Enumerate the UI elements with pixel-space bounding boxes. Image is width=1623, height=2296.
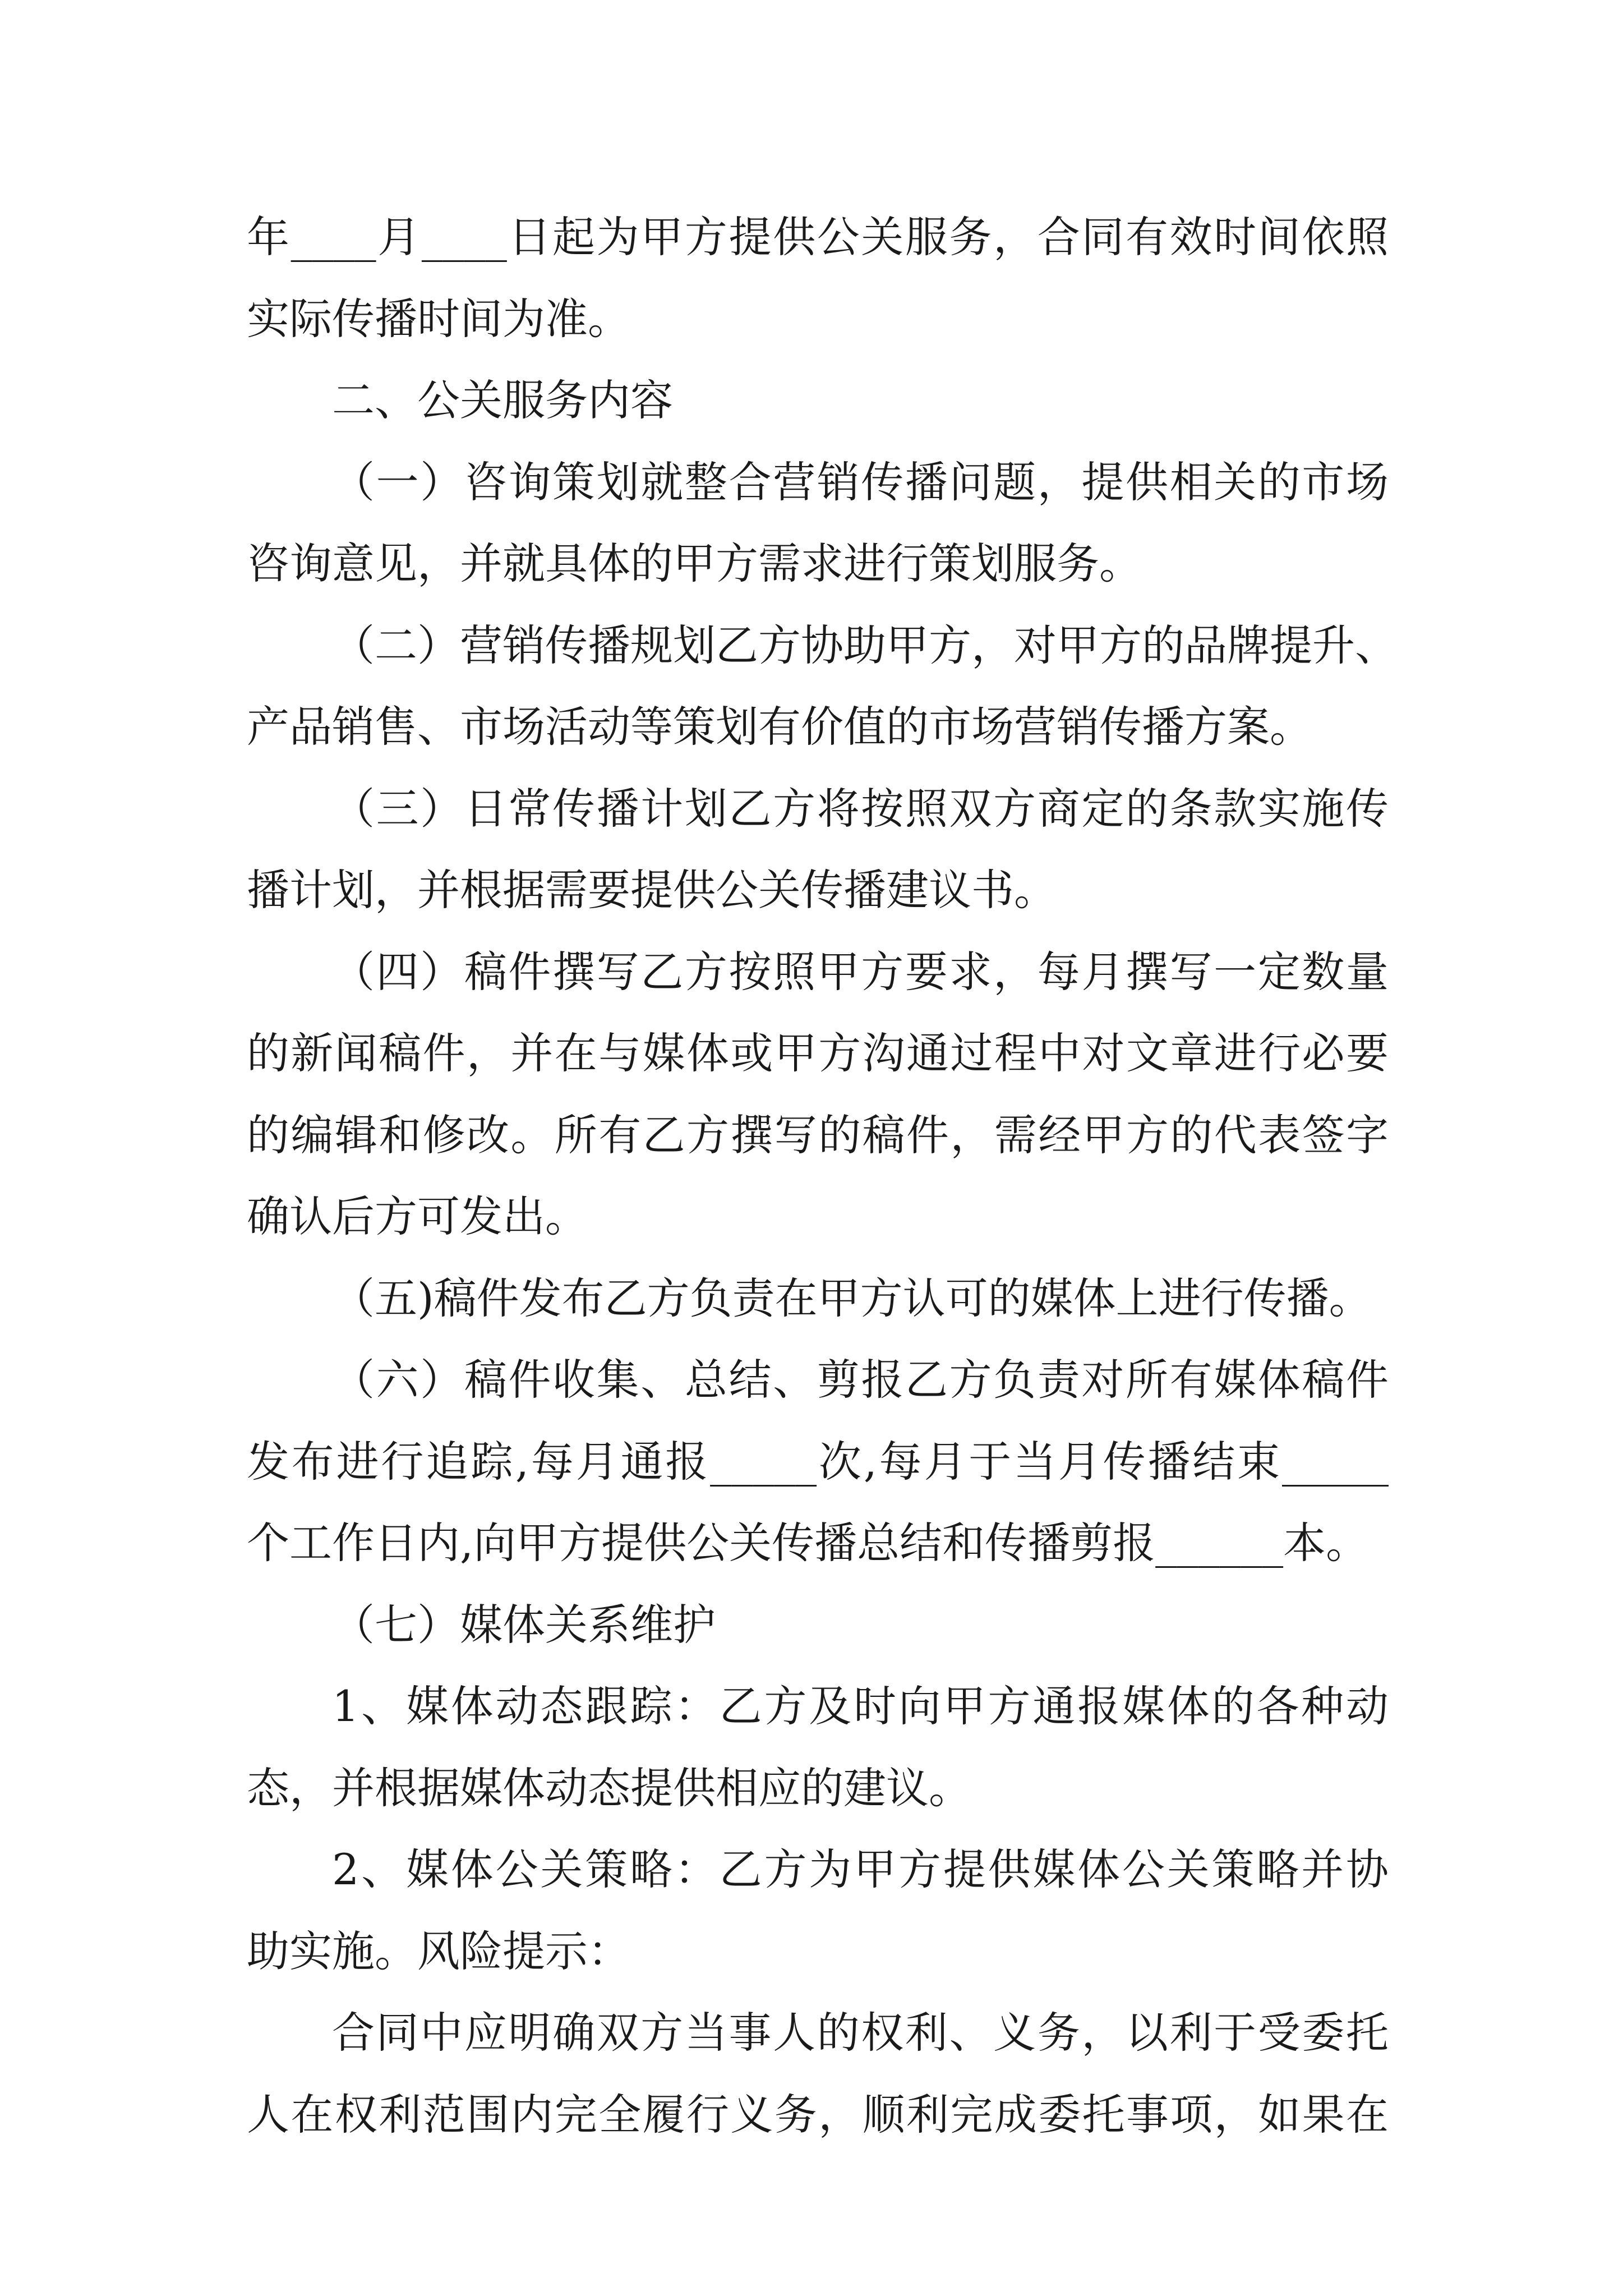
document-body bbox=[247, 196, 1398, 2155]
text-line: 个工作日内,向甲方提供公关传播总结和传播剪报______本。 bbox=[247, 1518, 1369, 1568]
text-line: 态，并根据媒体动态提供相应的建议。 bbox=[247, 1763, 971, 1813]
text-line: （五)稿件发布乙方负责在甲方认可的媒体上进行传播。 bbox=[332, 1273, 1372, 1323]
text-line: 的编辑和修改。所有乙方撰写的稿件，需经甲方的代表签字 bbox=[247, 1110, 1389, 1160]
text-line: 确认后方可发出。 bbox=[247, 1191, 588, 1241]
text-line: （三）日常传播计划乙方将按照双方商定的条款实施传 bbox=[332, 783, 1389, 834]
text-line: 助实施。风险提示： bbox=[247, 1926, 630, 1976]
text-line: 咨询意见，并就具体的甲方需求进行策划服务。 bbox=[247, 539, 1142, 588]
text-line: 产品销售、市场活动等策划有价值的市场营销传播方案。 bbox=[247, 702, 1312, 752]
text-line: （四）稿件撰写乙方按照甲方要求，每月撰写一定数量 bbox=[332, 946, 1389, 997]
text-line: 2、媒体公关策略：乙方为甲方提供媒体公关策略并协 bbox=[332, 1844, 1389, 1894]
text-line: 合同中应明确双方当事人的权利、义务，以利于受委托 bbox=[332, 2008, 1389, 2058]
text-line: 人在权利范围内完全履行义务，顺利完成委托事项，如果在 bbox=[247, 2089, 1389, 2139]
text-line: 实际传播时间为准。 bbox=[247, 293, 630, 344]
text-line: 年____月____日起为甲方提供公关服务，合同有效时间依照 bbox=[247, 212, 1389, 262]
text-line: 1、媒体动态跟踪：乙方及时向甲方通报媒体的各种动 bbox=[332, 1681, 1389, 1731]
subsection-heading: （七）媒体关系维护 bbox=[332, 1599, 716, 1650]
text-line: （二）营销传播规划乙方协助甲方，对甲方的品牌提升、 bbox=[332, 620, 1398, 670]
text-line: 发布进行追踪,每月通报_____次,每月于当月传播结束_____ bbox=[247, 1436, 1389, 1487]
text-line: （一）咨询策划就整合营销传播问题，提供相关的市场 bbox=[332, 457, 1389, 507]
text-line: 播计划，并根据需要提供公关传播建议书。 bbox=[247, 865, 1057, 915]
text-line: 的新闻稿件，并在与媒体或甲方沟通过程中对文章进行必要 bbox=[247, 1028, 1389, 1078]
section-heading: 二、公关服务内容 bbox=[332, 375, 673, 425]
text-line: （六）稿件收集、总结、剪报乙方负责对所有媒体稿件 bbox=[332, 1355, 1389, 1405]
